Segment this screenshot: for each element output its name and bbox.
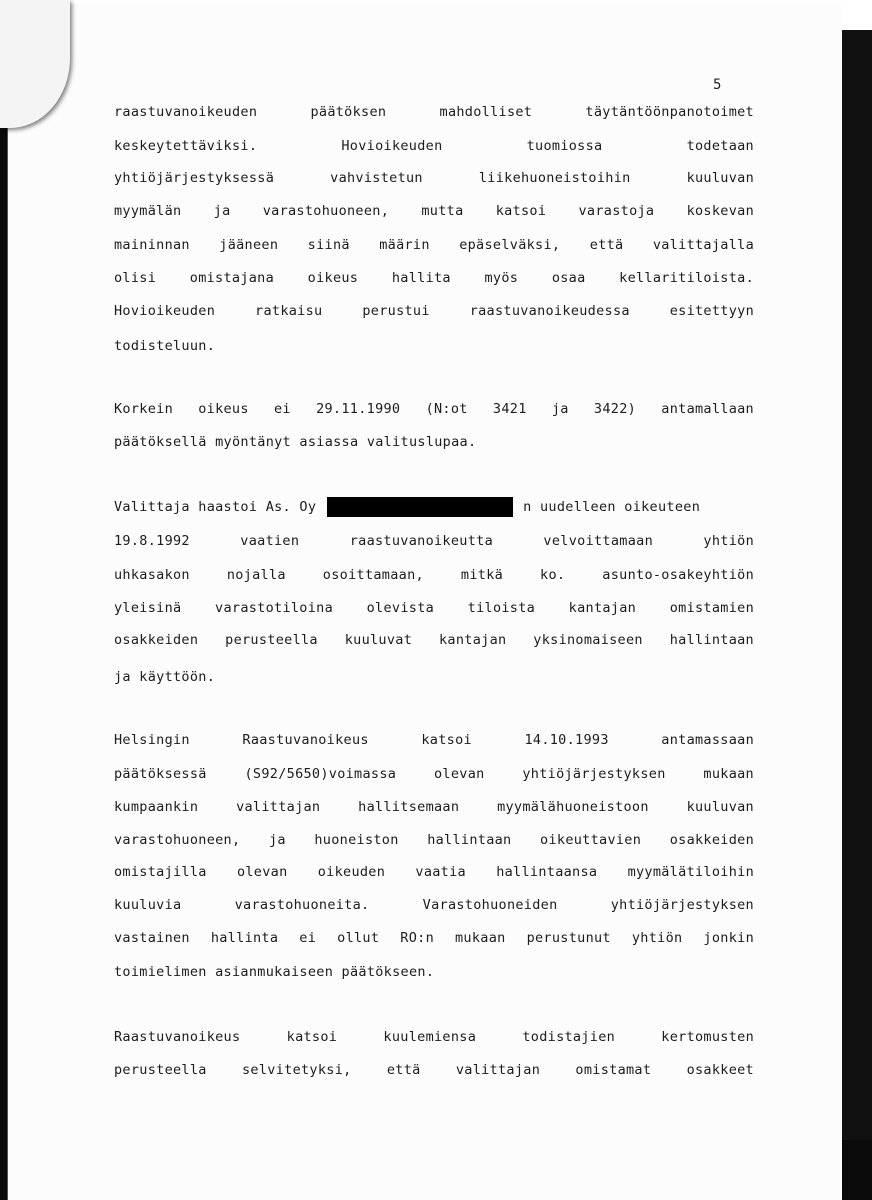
- text-line: yhtiöjärjestyksessä vahvistetun liikehuoneistoihin kuuluvan: [114, 170, 754, 186]
- scan-background-corner: [840, 1140, 872, 1200]
- text-line: todisteluun.: [114, 338, 216, 354]
- text-line: ja käyttöön.: [114, 669, 216, 685]
- page-number: 5: [713, 77, 722, 93]
- text-line: Raastuvanoikeus katsoi kuulemiensa todistajien kertomusten: [114, 1029, 754, 1045]
- text-line: perusteella selvitetyksi, että valittajan omistamat osakkeet: [114, 1062, 754, 1078]
- text-line: Hovioikeuden ratkaisu perustui raastuvanoikeudessa esitettyyn: [114, 303, 754, 319]
- text-line: päätöksessä (S92/5650)voimassa olevan yhtiöjärjestyksen mukaan: [114, 766, 754, 782]
- text-line: keskeytettäviksi. Hovioikeuden tuomiossa todetaan: [114, 138, 754, 154]
- document-page: [8, 4, 842, 1200]
- text-line: Helsingin Raastuvanoikeus katsoi 14.10.1993 antamassaan: [114, 732, 754, 748]
- text-line: kumpaankin valittajan hallitsemaan myymälähuoneistoon kuuluvan: [114, 799, 754, 815]
- text-line: osakkeiden perusteella kuuluvat kantajan yksinomaiseen hallintaan: [114, 632, 754, 648]
- redaction-bar: [327, 497, 513, 517]
- text-line: Korkein oikeus ei 29.11.1990 (N:ot 3421 ja 3422) antamallaan: [114, 401, 754, 417]
- text-line: 19.8.1992 vaatien raastuvanoikeutta velvoittamaan yhtiön: [114, 533, 754, 549]
- text-line: omistajilla olevan oikeuden vaatia hallintaansa myymälätiloihin: [114, 864, 754, 880]
- text-fragment: n uudelleen oikeuteen: [523, 499, 701, 515]
- text-line: myymälän ja varastohuoneen, mutta katsoi varastoja koskevan: [114, 203, 754, 219]
- text-line: raastuvanoikeuden päätöksen mahdolliset täytäntöönpanotoimet: [114, 104, 754, 120]
- text-line: olisi omistajana oikeus hallita myös osaa kellaritiloista.: [114, 270, 754, 286]
- text-line: päätöksellä myöntänyt asiassa valituslupaa.: [114, 434, 477, 450]
- text-line: varastohuoneen, ja huoneiston hallintaan oikeuttavien osakkeiden: [114, 832, 754, 848]
- text-line: yleisinä varastotiloina olevista tiloista kantajan omistamien: [114, 600, 754, 616]
- text-line-with-redaction: [114, 496, 754, 518]
- text-line: kuuluvia varastohuoneita. Varastohuoneiden yhtiöjärjestyksen: [114, 897, 754, 913]
- text-line: maininnan jääneen siinä määrin epäselväksi, että valittajalla: [114, 237, 754, 253]
- text-line: vastainen hallinta ei ollut RO:n mukaan perustunut yhtiön jonkin: [114, 930, 754, 946]
- text-fragment: Valittaja haastoi As. Oy: [114, 499, 317, 515]
- text-line: toimielimen asianmukaiseen päätökseen.: [114, 964, 435, 980]
- text-line: uhkasakon nojalla osoittamaan, mitkä ko. asunto-osakeyhtiön: [114, 567, 754, 583]
